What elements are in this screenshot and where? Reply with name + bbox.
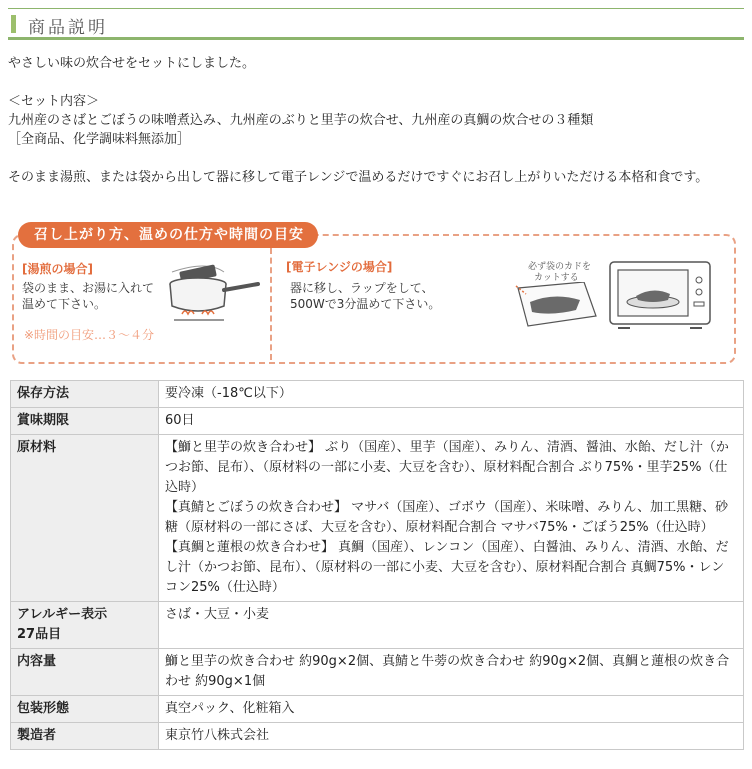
ingredients-saba: 【真鯖とごぼうの炊き合わせ】 マサバ（国産）、ゴボウ（国産）、米味噌、みりん、加工黒糖、砂糖（原材料の一部にさば、大豆を含む）、原材料配合割合 マサバ75%・ごぼう25%（仕込時） xyxy=(165,500,729,535)
intro-line: やさしい味の炊合せをセットにしました。 xyxy=(8,56,256,71)
row-value: 真空パック、化粧箱入 xyxy=(159,696,744,723)
yusen-time: ※時間の目安…３～４分 xyxy=(24,328,155,342)
table-row xyxy=(11,696,744,723)
row-key: 原材料 xyxy=(11,435,159,602)
table-row xyxy=(11,435,744,602)
row-value: 東京竹八株式会社 xyxy=(159,723,744,750)
usage-text: そのまま湯煎、または袋から出して器に移して電子レンジで温めるだけですぐにお召し上がりいただける本格和食です。 xyxy=(8,170,709,185)
spec-table xyxy=(10,380,744,750)
product-description xyxy=(8,54,744,187)
guide-banner: 召し上がり方、温めの仕方や時間の目安 xyxy=(18,222,318,248)
row-key-allergy xyxy=(11,602,159,649)
table-row xyxy=(11,408,744,435)
pouch-illustration-icon xyxy=(514,282,598,328)
section-title: 商品説明 xyxy=(28,18,108,38)
row-value: 鰤と里芋の炊き合わせ 約90g×2個、真鯖と牛蒡の炊き合わせ 約90g×2個、真鯛と蓮根の炊き合わせ 約90g×1個 xyxy=(159,649,744,696)
yusen-text-2: 温めて下さい。 xyxy=(22,297,107,311)
microwave-label: [電子レンジの場合] xyxy=(286,260,393,274)
table-row xyxy=(11,602,744,649)
table-row xyxy=(11,381,744,408)
row-value: 60日 xyxy=(159,408,744,435)
set-contents: 九州産のさばとごぼうの味噌煮込み、九州産のぶりと里芋の炊合せ、九州産の真鯛の炊合せの３種類 xyxy=(8,113,594,128)
microwave-illustration-icon xyxy=(608,258,712,330)
row-key: 内容量 xyxy=(11,649,159,696)
allergy-key-line2: 27品目 xyxy=(17,627,62,642)
header-accent-bar xyxy=(11,15,16,33)
row-value: さば・大豆・小麦 xyxy=(159,602,744,649)
yusen-text-1: 袋のまま、お湯に入れて xyxy=(22,281,155,295)
row-value: 要冷凍（-18℃以下） xyxy=(159,381,744,408)
cut-note-2: カットする xyxy=(534,273,579,283)
table-row xyxy=(11,649,744,696)
table-row xyxy=(11,723,744,750)
microwave-text-1: 器に移し、ラップをして、 xyxy=(290,281,434,295)
ingredients-tai: 【真鯛と蓮根の炊き合わせ】 真鯛（国産）、レンコン（国産）、白醤油、みりん、清酒、水飴、だし汁（かつお節、昆布）、（原材料の一部に小麦、大豆を含む）、原材料配合割合 真鯛75%・レンコン25%（仕込時） xyxy=(165,540,729,595)
allergy-key-line1: アレルギー表示 xyxy=(17,607,108,622)
set-heading: ＜セット内容＞ xyxy=(8,94,100,109)
yusen-label: [湯煎の場合] xyxy=(22,262,93,276)
row-key: 保存方法 xyxy=(11,381,159,408)
ingredients-buri: 【鰤と里芋の炊き合わせ】 ぶり（国産）、里芋（国産）、みりん、清酒、醤油、水飴、だし汁（かつお節、昆布）、（原材料の一部に小麦、大豆を含む）、原材料配合割合 ぶり75%・里芋25%（仕込時） xyxy=(165,440,729,495)
row-key: 賞味期限 xyxy=(11,408,159,435)
guide-divider xyxy=(270,248,272,360)
microwave-text-2: 500Wで3分温めて下さい。 xyxy=(290,297,441,311)
pot-illustration-icon xyxy=(162,262,262,324)
additive-note: ［全商品、化学調味料無添加］ xyxy=(8,132,191,147)
section-header xyxy=(8,8,744,40)
ingredients-cell xyxy=(159,435,744,602)
row-key: 製造者 xyxy=(11,723,159,750)
cut-note-1: 必ず袋のカドを xyxy=(528,262,592,272)
row-key: 包装形態 xyxy=(11,696,159,723)
